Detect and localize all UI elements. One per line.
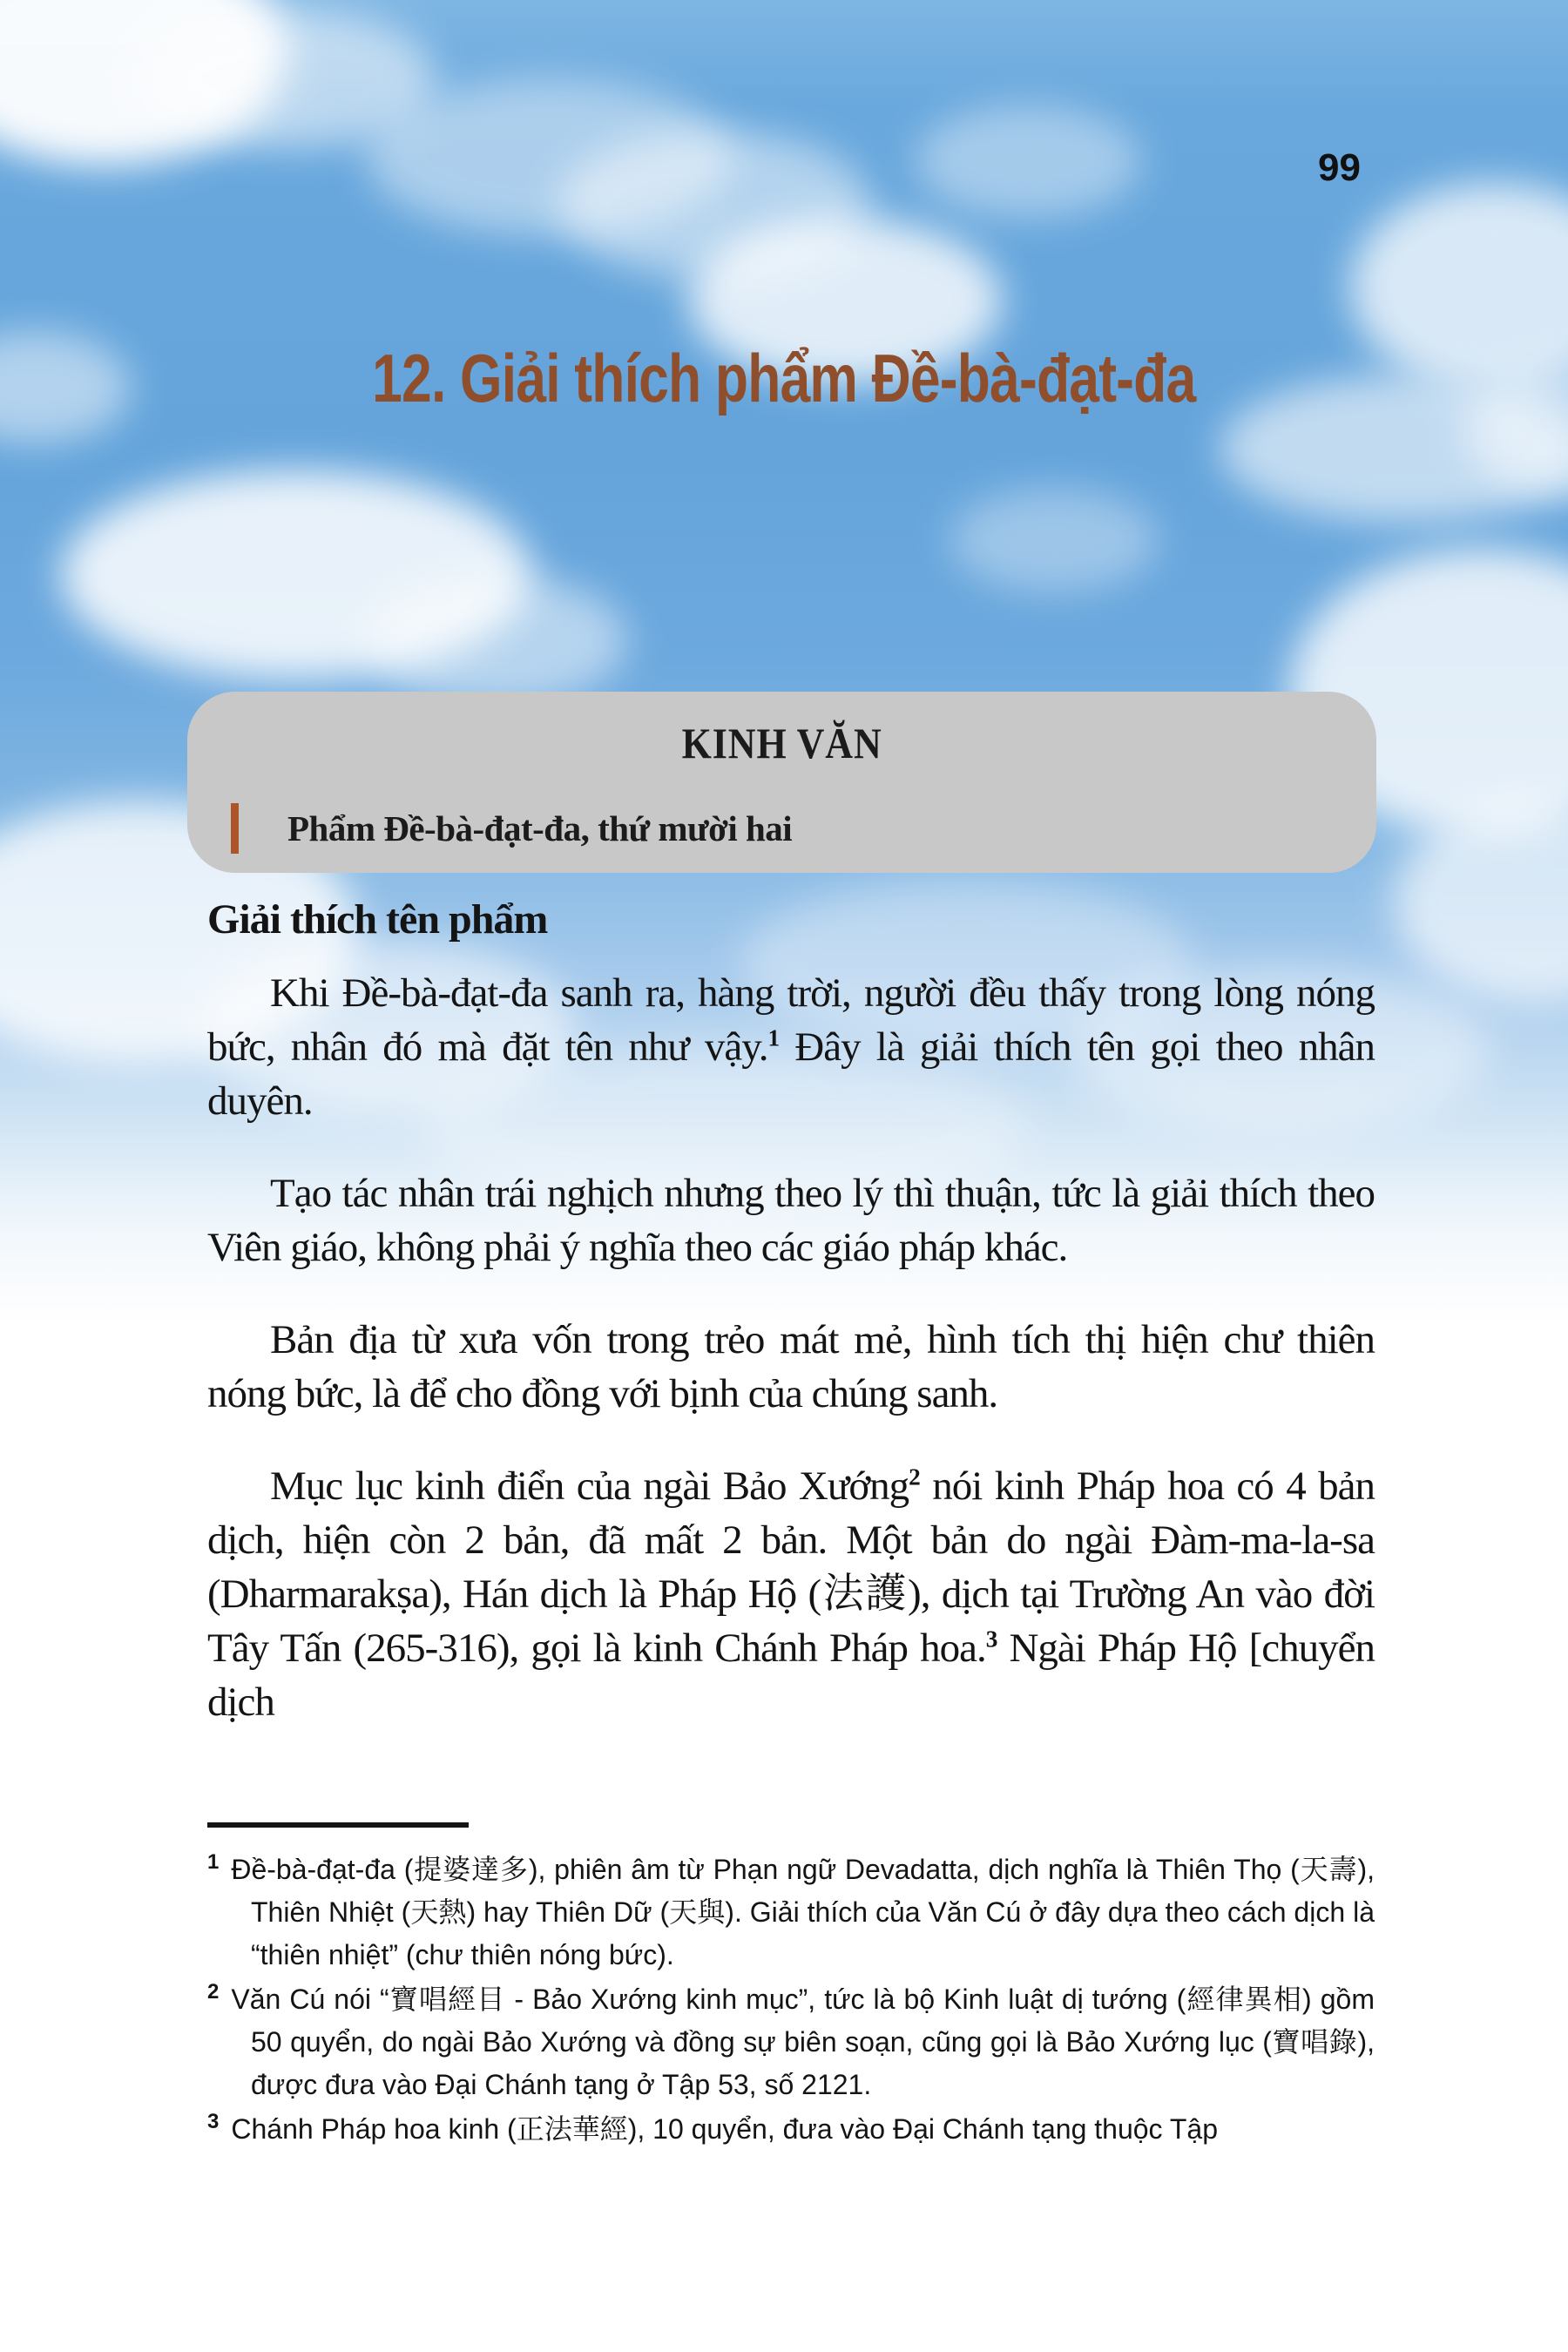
sutra-chapter-item xyxy=(231,803,1342,854)
footnotes xyxy=(207,1822,1375,2153)
body-text xyxy=(207,896,1375,1767)
footnote-number: 2 xyxy=(207,1980,220,2004)
kinh-van-heading: KINH VĂN xyxy=(681,719,882,767)
page-number: 99 xyxy=(1318,146,1361,189)
cloud-shape xyxy=(915,105,1141,218)
footnote-ref-1: 1 xyxy=(767,1024,780,1051)
footnote-text: Chánh Pháp hoa kinh (正法華經), 10 quyển, đưa vào Đại Chánh tạng thuộc Tập xyxy=(231,2113,1218,2145)
footnote-3 xyxy=(207,2108,1375,2151)
footnote-2 xyxy=(207,1978,1375,2106)
footnote-number: 3 xyxy=(207,2110,220,2134)
cloud-shape xyxy=(1394,801,1568,1002)
footnote-ref-3: 3 xyxy=(985,1625,997,1652)
paragraph-1: Khi Đề-bà-đạt-đa sanh ra, hàng trời, người đều thấy trong lòng nóng bức, nhân đó mà đặt tên như vậy.$^1$ Đây là giải thích tên gọi theo nhân duyên. xyxy=(207,970,1375,1124)
cloud-shape xyxy=(366,575,627,706)
footnote-ref-2: 2 xyxy=(909,1463,920,1490)
footnote-text: Văn Cú nói “寶唱經目 - Bảo Xướng kinh mục”, tức là bộ Kinh luật dị tướng (經律異相) gồm 50 quyển, do ngài Bảo Xướng và đồng sự biên soạn, cũng gọi là Bảo Xướng lục (寶唱錄), được đưa vào Đại Chánh tạng ở Tập 53, số 2121. xyxy=(231,1984,1375,2100)
footnote-1 xyxy=(207,1848,1375,1977)
footnote-text: Đề-bà-đạt-đa (提婆達多), phiên âm từ Phạn ngữ Devadatta, dịch nghĩa là Thiên Thọ (天壽), Thiên Nhiệt (天熱) hay Thiên Dữ (天與). Giải thích của Văn Cú ở đây dựa theo cách dịch là “thiên nhiệt” (chư thiên nóng bức). xyxy=(231,1854,1375,1970)
paragraph-3: Bản địa từ xưa vốn trong trẻo mát mẻ, hình tích thị hiện chư thiên nóng bức, là để cho đồng với bịnh của chúng sanh. xyxy=(207,1317,1375,1416)
cloud-shape xyxy=(950,488,1159,592)
kinh-van-box xyxy=(187,692,1376,873)
paragraph-4: Mục lục kinh điển của ngài Bảo Xướng$^2$ nói kinh Pháp hoa có 4 bản dịch, hiện còn 2 bản, đã mất 2 bản. Một bản do ngài Đàm-ma-la-sa (Dharmarakṣa), Hán dịch là Pháp Hộ (法護), dịch tại Trường An vào đời Tây Tấn (265-316), gọi là kinh Chánh Pháp hoa.$^3$ Ngài Pháp Hộ [chuyển dịch xyxy=(207,1463,1375,1725)
sutra-chapter-label: Phẩm Đề-bà-đạt-đa, thứ mười hai xyxy=(287,808,793,848)
accent-bar xyxy=(231,803,239,854)
paragraph-2: Tạo tác nhân trái nghịch nhưng theo lý thì thuận, tức là giải thích theo Viên giáo, không phải ý nghĩa theo các giáo pháp khác. xyxy=(207,1171,1375,1270)
footnote-separator xyxy=(207,1822,469,1828)
chapter-title-text: 12. Giải thích phẩm Đề-bà-đạt-đa xyxy=(372,340,1196,416)
footnote-number: 1 xyxy=(207,1850,220,1875)
section-heading: Giải thích tên phẩm xyxy=(207,896,548,943)
chapter-title xyxy=(0,338,1568,420)
